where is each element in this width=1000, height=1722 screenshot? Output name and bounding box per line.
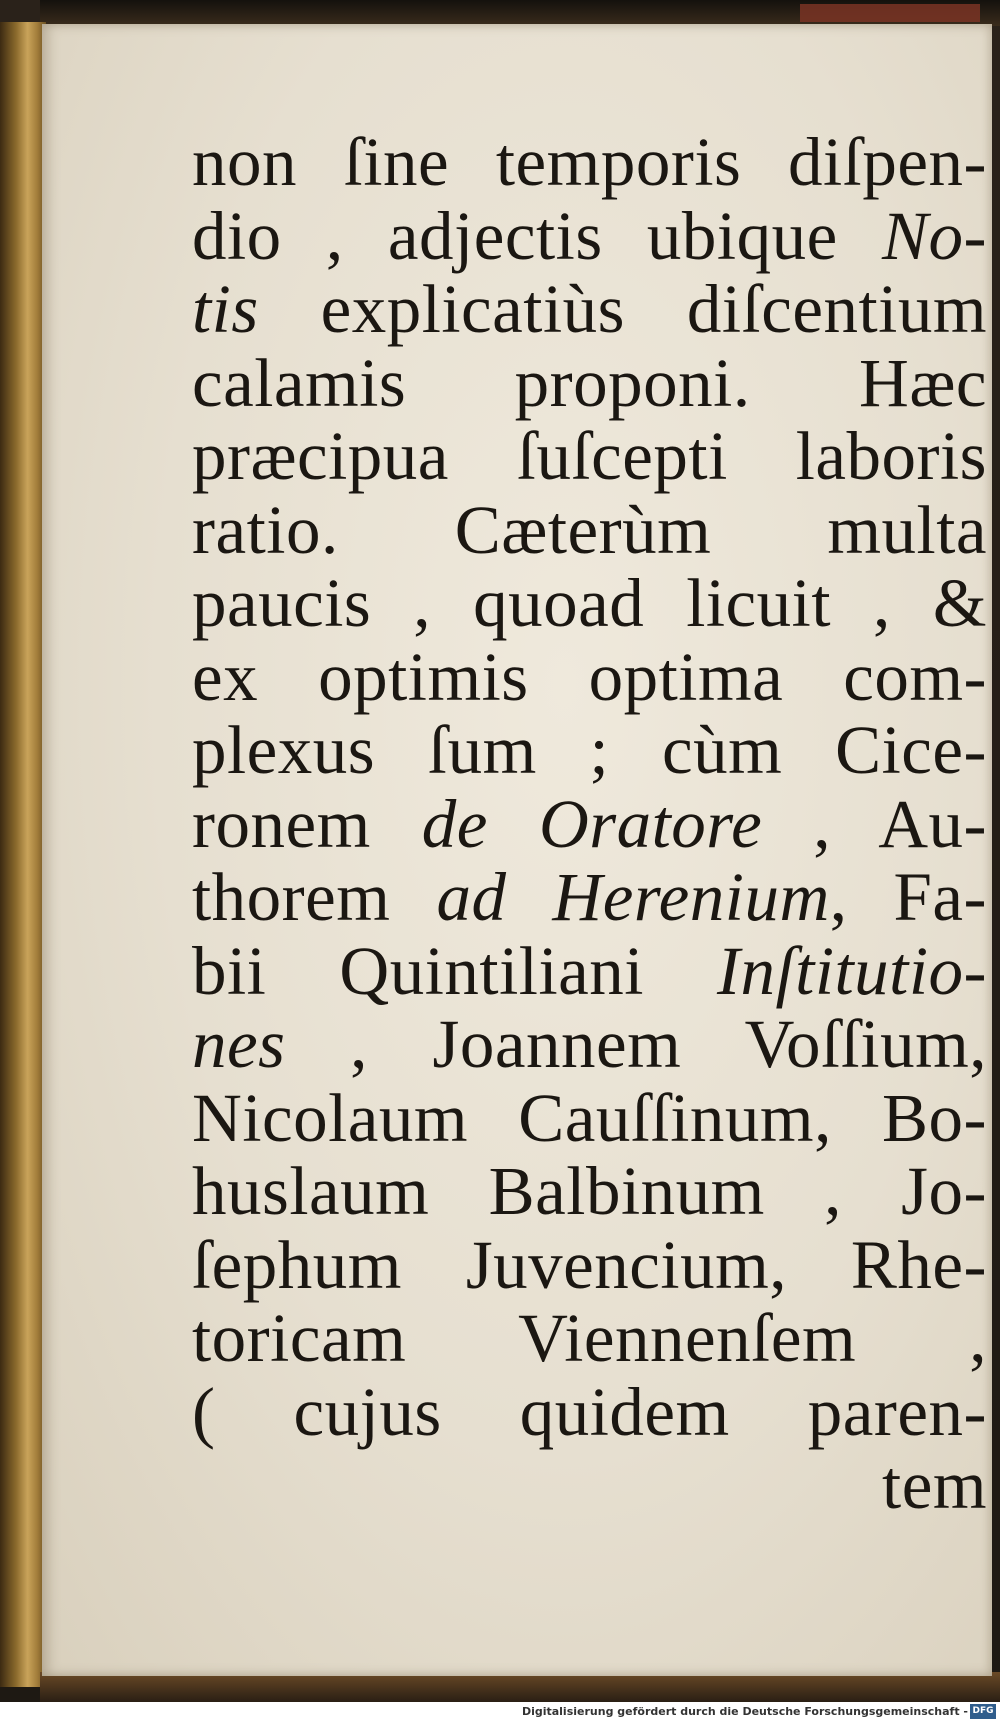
- book-gilt-edge: [0, 22, 46, 1687]
- text-run: ( cujus quidem paren-: [192, 1373, 987, 1450]
- text-run: , Fa-: [829, 859, 988, 935]
- text-line: [192, 1008, 987, 1082]
- italic-text: No-: [882, 197, 987, 274]
- text-run: præcipua ſuſcepti laboris: [192, 418, 987, 494]
- text-line: [192, 126, 987, 200]
- text-run: tem: [882, 1447, 987, 1523]
- text-line: [192, 785, 987, 862]
- italic-text: de Oratore: [421, 785, 763, 862]
- italic-text: tis: [192, 271, 259, 347]
- text-line: [192, 197, 987, 274]
- text-line: [192, 861, 987, 935]
- text-line: [192, 932, 987, 1009]
- text-line: [192, 1155, 987, 1229]
- book-top-ribbon: [800, 4, 980, 22]
- book-bottom-edge: [40, 1672, 1000, 1702]
- text-line: [192, 567, 987, 641]
- text-run: , Au-: [762, 785, 987, 862]
- page-text-block: [192, 126, 987, 1523]
- text-run: paucis , quoad licuit , &: [192, 565, 987, 641]
- text-line: [192, 344, 987, 421]
- italic-text: ad Herenium: [436, 859, 830, 935]
- text-run: plexus ſum ; cùm Cice-: [192, 712, 987, 788]
- footer-credit: Digitalisierung gefördert durch die Deutsche Forschungsgemeinschaft -: [521, 1705, 968, 1718]
- text-run: dio , adjectis ubique: [192, 197, 882, 274]
- text-run: toricam Viennenſem ,: [192, 1300, 987, 1376]
- text-run: thorem: [192, 859, 437, 935]
- text-line: [192, 1226, 987, 1303]
- text-line: [192, 491, 987, 568]
- text-run: ratio. Cæterùm multa: [192, 491, 987, 568]
- text-line: [192, 273, 987, 347]
- text-line: [192, 1449, 987, 1523]
- text-run: , Joannem Voſſium,: [285, 1006, 987, 1082]
- dfg-logo: DFG: [970, 1704, 996, 1719]
- text-line: [192, 420, 987, 494]
- text-line: [192, 638, 987, 715]
- text-line: [192, 1079, 987, 1156]
- book-page: [42, 24, 992, 1676]
- text-line: [192, 1302, 987, 1376]
- text-run: ronem: [192, 785, 422, 862]
- text-run: huslaum Balbinum , Jo-: [192, 1153, 987, 1229]
- italic-text: Inſtitutio-: [717, 932, 987, 1009]
- text-run: calamis proponi. Hæc: [192, 344, 987, 421]
- italic-text: nes: [192, 1006, 286, 1082]
- text-run: explicatiùs diſcentium: [258, 271, 987, 347]
- text-run: ſephum Juvencium, Rhe-: [192, 1226, 987, 1303]
- text-line: [192, 1373, 987, 1450]
- text-run: non ſine temporis diſpen-: [192, 124, 987, 200]
- text-line: [192, 714, 987, 788]
- text-run: ex optimis optima com-: [192, 638, 987, 715]
- text-run: bii Quintiliani: [192, 932, 718, 1009]
- text-run: Nicolaum Cauſſinum, Bo-: [192, 1079, 987, 1156]
